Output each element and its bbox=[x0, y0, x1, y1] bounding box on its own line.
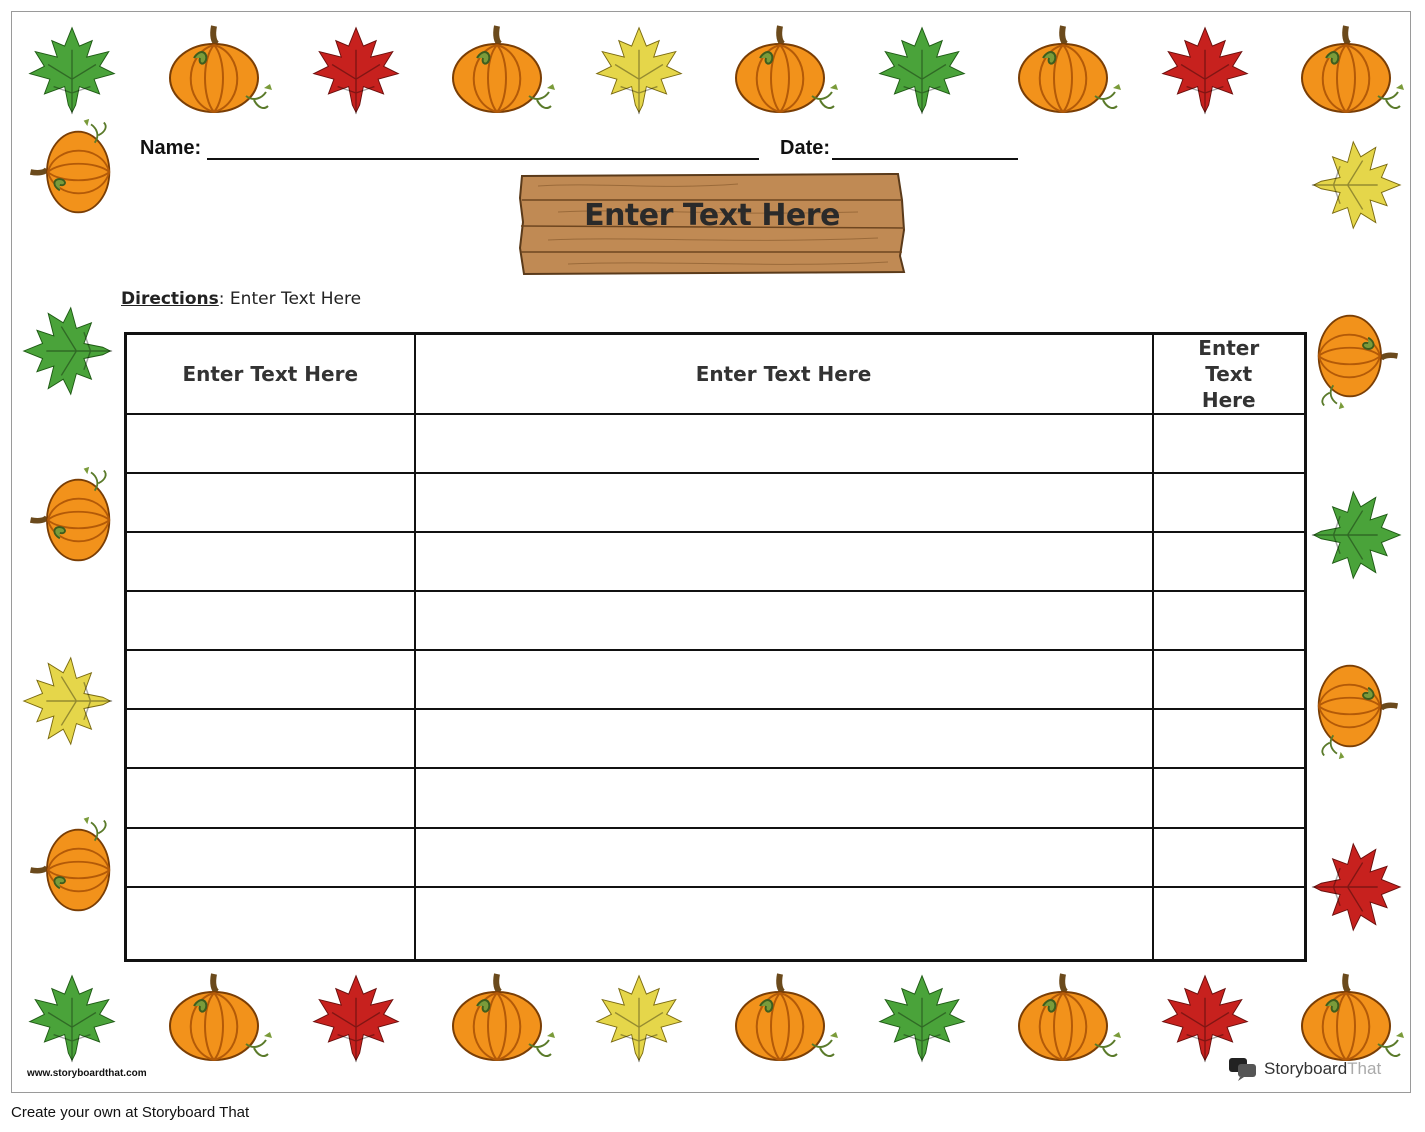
table-cell[interactable] bbox=[1153, 828, 1306, 887]
pumpkin-icon bbox=[437, 18, 557, 118]
pumpkin-icon bbox=[154, 966, 274, 1066]
table-cell[interactable] bbox=[1153, 414, 1306, 473]
table-row bbox=[126, 532, 1306, 591]
maple-leaf-icon bbox=[593, 24, 685, 116]
column-header-3[interactable]: Enter Text Here bbox=[1153, 334, 1306, 415]
pumpkin-icon bbox=[19, 465, 119, 575]
table-cell[interactable] bbox=[126, 473, 415, 532]
table-cell[interactable] bbox=[415, 768, 1153, 827]
maple-leaf-icon bbox=[20, 304, 114, 398]
maple-leaf-icon bbox=[310, 972, 402, 1064]
table-row bbox=[126, 650, 1306, 709]
table-row bbox=[126, 473, 1306, 532]
maple-leaf-icon bbox=[876, 24, 968, 116]
maple-leaf-icon bbox=[1310, 840, 1404, 934]
pumpkin-icon bbox=[1003, 18, 1123, 118]
table-cell[interactable] bbox=[126, 768, 415, 827]
directions-text[interactable]: : Enter Text Here bbox=[218, 289, 362, 309]
table-cell[interactable] bbox=[415, 473, 1153, 532]
pumpkin-icon bbox=[1309, 651, 1409, 761]
maple-leaf-icon bbox=[310, 24, 402, 116]
pumpkin-icon bbox=[720, 966, 840, 1066]
pumpkin-icon bbox=[1309, 301, 1409, 411]
pumpkin-icon bbox=[19, 815, 119, 925]
table-cell[interactable] bbox=[126, 591, 415, 650]
brand-word-storyboard: Storyboard bbox=[1264, 1059, 1348, 1078]
table-row bbox=[126, 414, 1306, 473]
maple-leaf-icon bbox=[26, 972, 118, 1064]
maple-leaf-icon bbox=[1159, 24, 1251, 116]
table-cell[interactable] bbox=[1153, 709, 1306, 768]
table-cell[interactable] bbox=[126, 828, 415, 887]
table-cell[interactable] bbox=[415, 414, 1153, 473]
pumpkin-icon bbox=[1286, 18, 1406, 118]
directions-label: Directions bbox=[121, 289, 219, 309]
pumpkin-icon bbox=[1003, 966, 1123, 1066]
worksheet-table bbox=[124, 332, 1307, 962]
storyboardthat-logo-icon bbox=[1228, 1057, 1258, 1081]
maple-leaf-icon bbox=[1310, 138, 1404, 232]
maple-leaf-icon bbox=[1159, 972, 1251, 1064]
maple-leaf-icon bbox=[1310, 488, 1404, 582]
table-cell[interactable] bbox=[1153, 532, 1306, 591]
storyboardthat-brand[interactable] bbox=[1228, 1057, 1381, 1081]
date-underline[interactable] bbox=[832, 138, 1018, 160]
pumpkin-icon bbox=[19, 117, 119, 227]
column-header-1[interactable]: Enter Text Here bbox=[126, 334, 415, 415]
date-label: Date: bbox=[780, 137, 831, 159]
table-cell[interactable] bbox=[415, 591, 1153, 650]
table-row bbox=[126, 768, 1306, 827]
brand-word-that: That bbox=[1347, 1059, 1382, 1078]
name-label: Name: bbox=[140, 137, 202, 159]
table-cell[interactable] bbox=[126, 650, 415, 709]
table-cell[interactable] bbox=[415, 828, 1153, 887]
table-cell[interactable] bbox=[415, 532, 1153, 591]
table-header-row bbox=[126, 334, 1306, 415]
column-header-2[interactable]: Enter Text Here bbox=[415, 334, 1153, 415]
table-row bbox=[126, 828, 1306, 887]
name-underline[interactable] bbox=[207, 138, 759, 160]
table-cell[interactable] bbox=[415, 887, 1153, 961]
pumpkin-icon bbox=[437, 966, 557, 1066]
create-your-own-link[interactable]: Create your own at Storyboard That bbox=[11, 1104, 250, 1121]
table-cell[interactable] bbox=[1153, 887, 1306, 961]
worksheet-title[interactable]: Enter Text Here bbox=[584, 198, 840, 233]
date-field[interactable] bbox=[780, 137, 1018, 160]
table-cell[interactable] bbox=[415, 650, 1153, 709]
directions[interactable] bbox=[121, 289, 361, 309]
pumpkin-icon bbox=[1286, 966, 1406, 1066]
table-cell[interactable] bbox=[1153, 650, 1306, 709]
maple-leaf-icon bbox=[593, 972, 685, 1064]
pumpkin-icon bbox=[720, 18, 840, 118]
table-row bbox=[126, 591, 1306, 650]
table-cell[interactable] bbox=[126, 709, 415, 768]
table-cell[interactable] bbox=[126, 887, 415, 961]
table-row bbox=[126, 887, 1306, 961]
brand-name bbox=[1264, 1059, 1381, 1079]
table-row bbox=[126, 709, 1306, 768]
table-cell[interactable] bbox=[1153, 473, 1306, 532]
table-cell[interactable] bbox=[415, 709, 1153, 768]
table-cell[interactable] bbox=[1153, 768, 1306, 827]
maple-leaf-icon bbox=[20, 654, 114, 748]
table-cell[interactable] bbox=[126, 532, 415, 591]
table-cell[interactable] bbox=[1153, 591, 1306, 650]
table-cell[interactable] bbox=[126, 414, 415, 473]
maple-leaf-icon bbox=[876, 972, 968, 1064]
name-field[interactable] bbox=[140, 137, 759, 160]
footer-url[interactable]: www.storyboardthat.com bbox=[27, 1068, 147, 1079]
maple-leaf-icon bbox=[26, 24, 118, 116]
pumpkin-icon bbox=[154, 18, 274, 118]
